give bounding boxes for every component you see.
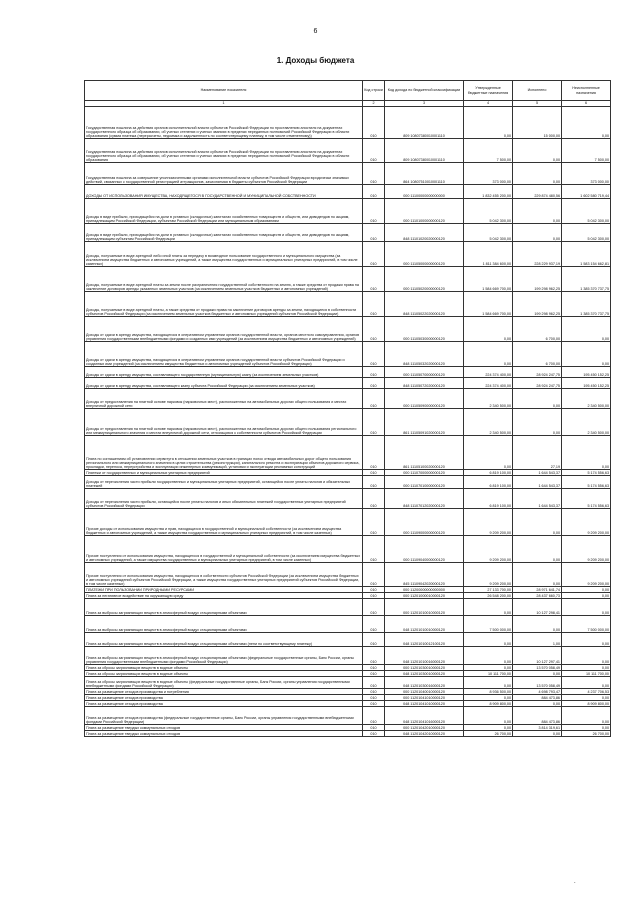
approved-cell: 2 340 500,00 <box>464 389 513 409</box>
unexecuted-cell: 2 340 500,00 <box>562 389 611 409</box>
revenue-code-cell: 000 11201010010000120 <box>385 599 464 616</box>
table-row <box>85 731 611 737</box>
revenue-code-cell: 000 11105030000000120 <box>385 317 464 342</box>
indicator-name-cell: Доходы, получаемые в виде арендной либо иной платы за передачу в возмездное пользование государственного и муниципального имущества (за исключением имущества бюджетных и автономных учреждений, а также имущества государственных и муниципальных унитарных предприятий, в том числе казенных) <box>85 242 363 267</box>
line-code-cell: 010 <box>363 509 385 536</box>
line-code-cell: 010 <box>363 389 385 409</box>
executed-cell: 28 924 247,75 <box>513 378 562 389</box>
revenue-code-cell: 000 11201000010000120 <box>385 593 464 599</box>
indicator-name-cell: Плата за размещение отходов производства и потребления <box>85 689 363 695</box>
indicator-name-cell: Плата за сбросы загрязняющих веществ в водные объекты <box>85 665 363 671</box>
approved-cell: 1 584 669 700,00 <box>464 292 513 317</box>
table-row <box>85 224 611 242</box>
revenue-code-cell: 809 10807380010001110 <box>385 139 464 163</box>
unexecuted-cell: 1 385 370 737,75 <box>562 267 611 292</box>
revenue-code-cell: 000 11201041010000120 <box>385 695 464 701</box>
indicator-name-cell: Плата за выбросы загрязняющих веществ в атмосферный воздух стационарными объектами (федеральные государственные органы, Банк России, органы управления государственными внебюджетными фондами Российской Федерации) <box>85 647 363 665</box>
revenue-code-cell: 000 11201030010000120 <box>385 665 464 671</box>
executed-cell: 0,00 <box>513 163 562 185</box>
unexecuted-cell: 7 500 000,00 <box>562 616 611 633</box>
table-row <box>85 107 611 139</box>
unexecuted-cell: 0,00 <box>562 707 611 725</box>
revenue-code-cell: 000 11105000000000120 <box>385 242 464 267</box>
revenue-code-cell: 048 11201010016000120 <box>385 647 464 665</box>
executed-cell: 28 924 247,75 <box>513 367 562 378</box>
unexecuted-cell: 1 385 370 737,75 <box>562 292 611 317</box>
indicator-name-cell: Прочие поступления от использования имущества, находящегося в государственной и муниципальной собственности (за исключением имущества бюджетных и автономных учреждений, а также имущества государственных и муниципальных унитарных предприятий, в том числе казенных) <box>85 536 363 563</box>
executed-cell: 0,00 <box>513 563 562 587</box>
line-code-cell: 010 <box>363 725 385 731</box>
executed-cell: 0,00 <box>513 671 562 677</box>
revenue-code-cell: 809 10807380010001110 <box>385 107 464 139</box>
approved-cell: 26 700,00 <box>464 731 513 737</box>
indicator-name-cell: Государственная пошлина за действия органов исполнительной власти субъектов Российской Федерации по проставлению апостиля на документах государственного образца об образовании, об ученых степенях и ученых званиях в пределах переданных полномочий Российской Федерации в области образования <box>85 139 363 163</box>
indicator-name-cell: Плата за размещение твердых коммунальных отходов <box>85 731 363 737</box>
approved-cell: 0,00 <box>464 107 513 139</box>
approved-cell: 6 819 100,00 <box>464 470 513 476</box>
indicator-name-cell: Плата за размещение отходов производства <box>85 695 363 701</box>
indicator-name-cell: Доходы в виде прибыли, приходящейся на доли в уставных (складочных) капиталах хозяйственных товариществ и обществ, или дивидендов по акциям, принадлежащим субъектам Российской Федерации <box>85 224 363 242</box>
executed-cell: 1 644 543,37 <box>513 489 562 509</box>
executed-cell: 0,00 <box>513 616 562 633</box>
unexecuted-cell: 2 340 500,00 <box>562 409 611 436</box>
approved-cell: 7 500 000,00 <box>464 616 513 633</box>
indicator-name-cell: ПЛАТЕЖИ ПРИ ПОЛЬЗОВАНИИ ПРИРОДНЫМИ РЕСУРСАМИ <box>85 587 363 593</box>
approved-cell: 0,00 <box>464 317 513 342</box>
revenue-code-cell: 000 11107010000000120 <box>385 476 464 489</box>
table-row <box>85 563 611 587</box>
column-number: 1 <box>85 101 363 107</box>
revenue-code-cell: 048 11201042010000120 <box>385 731 464 737</box>
line-code-cell: 010 <box>363 593 385 599</box>
line-code-cell: 010 <box>363 689 385 695</box>
revenue-code-cell: 048 11201041010000120 <box>385 701 464 707</box>
line-code-cell: 010 <box>363 342 385 367</box>
unexecuted-cell: 1 602 580 719,44 <box>562 185 611 199</box>
table-row <box>85 317 611 342</box>
table-row <box>85 509 611 536</box>
unexecuted-cell: 5 174 556,63 <box>562 489 611 509</box>
revenue-code-cell: 000 11105070000000120 <box>385 367 464 378</box>
indicator-name-cell: Плата за размещение отходов производства <box>85 701 363 707</box>
line-code-cell: 010 <box>363 470 385 476</box>
unexecuted-cell: 0,00 <box>562 107 611 139</box>
executed-cell: 27,19 <box>513 436 562 470</box>
executed-cell: 0,00 <box>513 199 562 224</box>
approved-cell: 0,00 <box>464 695 513 701</box>
line-code-cell: 010 <box>363 436 385 470</box>
approved-cell: 10 111 700,00 <box>464 671 513 677</box>
unexecuted-cell: 1 583 154 662,81 <box>562 242 611 267</box>
line-code-cell: 010 <box>363 107 385 139</box>
approved-cell: 6 819 100,00 <box>464 489 513 509</box>
unexecuted-cell: 0,00 <box>562 665 611 671</box>
revenue-code-cell: 000 11107000000000120 <box>385 470 464 476</box>
line-code-cell: 010 <box>363 536 385 563</box>
revenue-code-cell: 048 11201030010000120 <box>385 671 464 677</box>
unexecuted-cell: 0,00 <box>562 342 611 367</box>
line-code-cell: 010 <box>363 139 385 163</box>
indicator-name-cell: Платежи от государственных и муниципальных унитарных предприятий <box>85 470 363 476</box>
unexecuted-cell: 5 174 556,63 <box>562 470 611 476</box>
approved-cell: 1 832 455 200,00 <box>464 185 513 199</box>
revenue-code-cell: 848 11105072020000120 <box>385 378 464 389</box>
executed-cell: 1,00 <box>513 633 562 647</box>
indicator-name-cell: Доходы, получаемые в виде арендной платы, а также средства от продажи права на заключение договоров аренды за земли, находящиеся в собственности субъектов Российской Федерации (за исключением земельных участков бюджетных и автономных учреждений субъектов Российской Федерации) <box>85 292 363 317</box>
table-row <box>85 242 611 267</box>
executed-cell: 0,00 <box>513 536 562 563</box>
indicator-name-cell: Плата за сбросы загрязняющих веществ в водные объекты <box>85 671 363 677</box>
unexecuted-cell: 8 909 800,00 <box>562 701 611 707</box>
executed-cell: 3 814 319,61 <box>513 725 562 731</box>
executed-cell: 1 644 543,37 <box>513 476 562 489</box>
footer-mark: . <box>574 879 576 885</box>
revenue-code-cell: 000 11105020000000120 <box>385 267 464 292</box>
table-row <box>85 616 611 633</box>
table-row <box>85 378 611 389</box>
line-code-cell: 010 <box>363 587 385 593</box>
table-body <box>85 107 611 737</box>
unexecuted-cell: 0,00 <box>562 436 611 470</box>
indicator-name-cell: Государственная пошлина за действия органов исполнительной власти субъектов Российской Федерации по проставлению апостиля на документах государственного образца об образовании, об ученых степенях и ученых званиях в пределах переданных полномочий Российской Федерации в области образования (сумма платежа (перерасчеты, недоимка и задолженность по соответствующему платежу, в том числе отмененному)) <box>85 107 363 139</box>
line-code-cell: 010 <box>363 267 385 292</box>
indicator-name-cell: Доходы от сдачи в аренду имущества, находящегося в оперативном управлении органов государственной власти, органов местного самоуправления, органов управления государственными внебюджетными фондами и созданных ими учреждений (за исключением имущества бюджетных и автономных учреждений) <box>85 317 363 342</box>
unexecuted-cell: 0,00 <box>562 677 611 689</box>
indicator-name-cell: Доходы от сдачи в аренду имущества, составляющего государственную (муниципальную) казну (за исключением земельных участков) <box>85 367 363 378</box>
indicator-name-cell: Доходы в виде прибыли, приходящейся на доли в уставных (складочных) капиталах хозяйственных товариществ и обществ, или дивидендов по акциям, принадлежащим Российской Федерации, субъектам Российской Федерации или муниципальным образованиям <box>85 199 363 224</box>
line-code-cell: 010 <box>363 616 385 633</box>
unexecuted-cell: 5 042 300,00 <box>562 224 611 242</box>
unexecuted-cell: 0,00 <box>562 599 611 616</box>
approved-cell: 9 209 200,00 <box>464 563 513 587</box>
indicator-name-cell: Доходы от предоставления на платной основе парковок (парковочных мест), расположенных на автомобильных дорогах общего пользования регионального или межмуниципального значения и местах внеуличной дорожной сети, относящихся к собственности субъектов Российской Федерации <box>85 409 363 436</box>
indicator-name-cell: Доходы, получаемые в виде арендной платы за земли после разграничения государственной собственности на землю, а также средства от продажи права на заключение договоров аренды указанных земельных участков (за исключением земельных участков бюджетных и автономных учреждений) <box>85 267 363 292</box>
table-row <box>85 536 611 563</box>
table-row <box>85 633 611 647</box>
unexecuted-cell: 373 000,00 <box>562 163 611 185</box>
revenue-code-cell: 848 11101020020000120 <box>385 224 464 242</box>
line-code-cell: 010 <box>363 731 385 737</box>
unexecuted-cell: 0,00 <box>562 633 611 647</box>
executed-cell: 15 000,00 <box>513 107 562 139</box>
approved-cell: 9 209 200,00 <box>464 509 513 536</box>
line-code-cell: 010 <box>363 563 385 587</box>
executed-cell: 6 700,00 <box>513 317 562 342</box>
approved-cell: 27 133 700,00 <box>464 587 513 593</box>
column-number: 3 <box>385 101 464 107</box>
approved-cell: 0,00 <box>464 707 513 725</box>
line-code-cell: 010 <box>363 317 385 342</box>
line-code-cell: 010 <box>363 378 385 389</box>
revenue-code-cell: 000 11109000000000120 <box>385 509 464 536</box>
line-code-cell: 010 <box>363 476 385 489</box>
executed-cell: 884 473,86 <box>513 707 562 725</box>
approved-cell: 224 374 400,00 <box>464 367 513 378</box>
approved-cell: 0,00 <box>464 665 513 671</box>
approved-cell: 0,00 <box>464 725 513 731</box>
executed-cell: 28 971 641,74 <box>513 587 562 593</box>
line-code-cell: 010 <box>363 242 385 267</box>
page-number: 6 <box>313 28 318 35</box>
table-row <box>85 599 611 616</box>
executed-cell: 28 437 660,73 <box>513 593 562 599</box>
approved-cell: 0,00 <box>464 342 513 367</box>
approved-cell: 0,00 <box>464 599 513 616</box>
table-row <box>85 342 611 367</box>
table-row <box>85 292 611 317</box>
table-row <box>85 199 611 224</box>
table-row <box>85 436 611 470</box>
executed-cell: 199 298 962,25 <box>513 292 562 317</box>
line-code-cell: 010 <box>363 677 385 689</box>
revenue-code-cell: 000 11201040010000120 <box>385 689 464 695</box>
indicator-name-cell: Плата за выбросы загрязняющих веществ в атмосферный воздух стационарными объектами <box>85 616 363 633</box>
executed-cell: 10 127 298,41 <box>513 599 562 616</box>
line-code-cell: 010 <box>363 489 385 509</box>
approved-cell: 1 811 384 600,00 <box>464 242 513 267</box>
revenue-code-cell: 000 11109040000000120 <box>385 536 464 563</box>
table-row <box>85 677 611 689</box>
table-row <box>85 489 611 509</box>
executed-cell: 0,00 <box>513 701 562 707</box>
table-row <box>85 409 611 436</box>
column-number: 5 <box>513 101 562 107</box>
unexecuted-cell: 5 174 556,63 <box>562 476 611 489</box>
table-row <box>85 267 611 292</box>
executed-cell: 0,00 <box>513 224 562 242</box>
header-revenue-code: Код дохода по бюджетной классификации <box>385 81 464 101</box>
revenue-code-cell: 000 11100000000000000 <box>385 185 464 199</box>
document-title: 1. Доходы бюджета <box>276 56 355 65</box>
indicator-name-cell: Плата за сбросы загрязняющих веществ в водные объекты (федеральные государственные органы, Банк России, органы управления государственными внебюджетными фондами Российской Федерации) <box>85 677 363 689</box>
line-code-cell: 010 <box>363 163 385 185</box>
header-executed: Исполнено <box>513 81 562 101</box>
table-row <box>85 707 611 725</box>
executed-cell: 0,00 <box>513 509 562 536</box>
revenue-code-cell: 000 11105090000000120 <box>385 389 464 409</box>
header-line-code: Код строки <box>363 81 385 101</box>
unexecuted-cell: 195 450 152,25 <box>562 378 611 389</box>
revenue-code-cell: 848 11105032020000120 <box>385 342 464 367</box>
revenue-code-cell: 048 11201010012100120 <box>385 633 464 647</box>
approved-cell: 5 042 300,00 <box>464 199 513 224</box>
approved-cell: 7 500,00 <box>464 139 513 163</box>
executed-cell: 0,00 <box>513 389 562 409</box>
indicator-name-cell: Доходы от сдачи в аренду имущества, находящегося в оперативном управлении органов государственной власти субъектов Российской Федерации и созданных ими учреждений (за исключением имущества бюджетных и автономных учреждений субъектов Российской Федерации) <box>85 342 363 367</box>
unexecuted-cell: 4 237 706,53 <box>562 689 611 695</box>
indicator-name-cell: Плата за размещение твердых коммунальных отходов <box>85 725 363 731</box>
line-code-cell: 010 <box>363 671 385 677</box>
unexecuted-cell: 9 209 200,00 <box>562 563 611 587</box>
indicator-name-cell: Плата за выбросы загрязняющих веществ в атмосферный воздух стационарными объектами (пени по соответствующему платежу) <box>85 633 363 647</box>
unexecuted-cell: 26 700,00 <box>562 731 611 737</box>
revenue-code-cell: 048 11201010010000120 <box>385 616 464 633</box>
revenue-code-cell: 048 11201030016000120 <box>385 677 464 689</box>
unexecuted-cell: 7 500,00 <box>562 139 611 163</box>
approved-cell: 0,00 <box>464 677 513 689</box>
executed-cell: 4 698 793,47 <box>513 689 562 695</box>
executed-cell: 13 570 058,49 <box>513 677 562 689</box>
unexecuted-cell: 195 450 152,25 <box>562 367 611 378</box>
table-row <box>85 389 611 409</box>
indicator-name-cell: Прочие поступления от использования имущества, находящегося в собственности субъектов Российской Федерации (за исключением имущества бюджетных и автономных учреждений субъектов Российской Федерации, а также имущества государственных унитарных предприятий субъектов Российской Федерации, в том числе казенных) <box>85 563 363 587</box>
column-number: 2 <box>363 101 385 107</box>
line-code-cell: 010 <box>363 695 385 701</box>
revenue-code-cell: 000 11201042010000120 <box>385 725 464 731</box>
line-code-cell: 010 <box>363 647 385 665</box>
indicator-name-cell: Плата за негативное воздействие на окружающую среду <box>85 593 363 599</box>
approved-cell: 373 000,00 <box>464 163 513 185</box>
approved-cell: 0,00 <box>464 436 513 470</box>
unexecuted-cell: 0,00 <box>562 695 611 701</box>
line-code-cell: 010 <box>363 701 385 707</box>
executed-cell: 228 229 937,19 <box>513 242 562 267</box>
executed-cell: 884 473,86 <box>513 695 562 701</box>
table-row <box>85 163 611 185</box>
table-row <box>85 367 611 378</box>
unexecuted-cell: 9 209 200,00 <box>562 509 611 536</box>
column-number: 4 <box>464 101 513 107</box>
executed-cell: 0,00 <box>513 139 562 163</box>
line-code-cell: 010 <box>363 409 385 436</box>
approved-cell: 6 819 100,00 <box>464 476 513 489</box>
revenue-code-cell: 848 11107012020000120 <box>385 489 464 509</box>
indicator-name-cell: Плата за выбросы загрязняющих веществ в атмосферный воздух стационарными объектами <box>85 599 363 616</box>
indicator-name-cell: Доходы от перечисления части прибыли, остающейся после уплаты налогов и иных обязательных платежей государственных унитарных предприятий субъектов Российской Федерации <box>85 489 363 509</box>
executed-cell: 0,00 <box>513 409 562 436</box>
indicator-name-cell: Государственная пошлина за совершение уполномоченными органами исполнительной власти субъектов Российской Федерации юридически значимых действий, связанных с государственной регистрацией аттракционов, зачисляемая в бюджеты субъектов Российской Федерации <box>85 163 363 185</box>
revenue-table <box>84 80 611 737</box>
line-code-cell: 010 <box>363 707 385 725</box>
indicator-name-cell: Плата за размещение отходов производства (федеральные государственные органы, Банк России, органы управления государственными внебюджетными фондами Российской Федерации) <box>85 707 363 725</box>
line-code-cell: 010 <box>363 199 385 224</box>
column-number: 6 <box>562 101 611 107</box>
header-unexecuted: Неисполненные назначения <box>562 81 611 101</box>
revenue-code-cell: 861 11105091020000120 <box>385 409 464 436</box>
unexecuted-cell: 10 111 700,00 <box>562 671 611 677</box>
unexecuted-cell: 0,00 <box>562 587 611 593</box>
header-approved: Утвержденные бюджетные назначения <box>464 81 513 101</box>
table-row <box>85 476 611 489</box>
indicator-name-cell: Доходы от перечисления части прибыли государственных и муниципальных унитарных предприятий, остающейся после уплаты налогов и обязательных платежей <box>85 476 363 489</box>
unexecuted-cell: 0,00 <box>562 725 611 731</box>
unexecuted-cell: 0,00 <box>562 647 611 665</box>
table-row <box>85 185 611 199</box>
unexecuted-cell: 9 209 200,00 <box>562 536 611 563</box>
unexecuted-cell: 0,00 <box>562 593 611 599</box>
approved-cell: 8 909 800,00 <box>464 701 513 707</box>
header-indicator-name: Наименование показателя <box>85 81 363 101</box>
line-code-cell: 010 <box>363 633 385 647</box>
approved-cell: 26 548 200,00 <box>464 593 513 599</box>
unexecuted-cell: 5 042 300,00 <box>562 199 611 224</box>
revenue-code-cell: 861 11105100020000120 <box>385 436 464 470</box>
revenue-code-cell: 848 11105022020000120 <box>385 292 464 317</box>
revenue-code-cell: 048 11201041016000120 <box>385 707 464 725</box>
indicator-name-cell: Плата по соглашениям об установлении сервитута в отношении земельных участков в границах полос отвода автомобильных дорог общего пользования регионального или межмуниципального значения в целях строительства (реконструкции), капитального ремонта и эксплуатации объектов дорожного сервиса, прокладки, переноса, переустройства и эксплуатации инженерных коммуникаций, установки и эксплуатации рекламных конструкций <box>85 436 363 470</box>
line-code-cell: 010 <box>363 292 385 317</box>
revenue-code-cell: 845 11109042020000120 <box>385 563 464 587</box>
revenue-code-cell: 864 10807510010001110 <box>385 163 464 185</box>
executed-cell: 10 127 297,41 <box>513 647 562 665</box>
table-row <box>85 139 611 163</box>
table-row <box>85 647 611 665</box>
revenue-code-cell: 000 11101000000000120 <box>385 199 464 224</box>
indicator-name-cell: ДОХОДЫ ОТ ИСПОЛЬЗОВАНИЯ ИМУЩЕСТВА, НАХОДЯЩЕГОСЯ В ГОСУДАРСТВЕННОЙ И МУНИЦИПАЛЬНОЙ СОБСТВЕННОСТИ <box>85 185 363 199</box>
unexecuted-cell: 0,00 <box>562 317 611 342</box>
approved-cell: 224 374 400,00 <box>464 378 513 389</box>
executed-cell: 199 298 962,25 <box>513 267 562 292</box>
table-header-row <box>85 81 611 101</box>
executed-cell: 6 700,00 <box>513 342 562 367</box>
executed-cell: 229 874 480,56 <box>513 185 562 199</box>
indicator-name-cell: Доходы от предоставления на платной основе парковок (парковочных мест), расположенных на автомобильных дорогах общего пользования и местах внеуличной дорожной сети <box>85 389 363 409</box>
line-code-cell: 010 <box>363 665 385 671</box>
revenue-code-cell: 000 11200000000000000 <box>385 587 464 593</box>
approved-cell: 2 340 500,00 <box>464 409 513 436</box>
indicator-name-cell: Доходы от сдачи в аренду имущества, составляющего казну субъекта Российской Федерации (за исключением земельных участков) <box>85 378 363 389</box>
line-code-cell: 010 <box>363 367 385 378</box>
indicator-name-cell: Прочие доходы от использования имущества и прав, находящихся в государственной и муниципальной собственности (за исключением имущества бюджетных и автономных учреждений, а также имущества государственных и муниципальных унитарных предприятий, в том числе казенных) <box>85 509 363 536</box>
executed-cell: 13 570 058,49 <box>513 665 562 671</box>
line-code-cell: 010 <box>363 185 385 199</box>
approved-cell: 9 209 200,00 <box>464 536 513 563</box>
line-code-cell: 010 <box>363 599 385 616</box>
line-code-cell: 010 <box>363 224 385 242</box>
executed-cell: 1 644 543,37 <box>513 470 562 476</box>
approved-cell: 5 042 300,00 <box>464 224 513 242</box>
approved-cell: 0,00 <box>464 647 513 665</box>
approved-cell: 0,00 <box>464 633 513 647</box>
executed-cell: 0,00 <box>513 731 562 737</box>
approved-cell: 1 584 669 700,00 <box>464 267 513 292</box>
approved-cell: 8 936 500,00 <box>464 689 513 695</box>
